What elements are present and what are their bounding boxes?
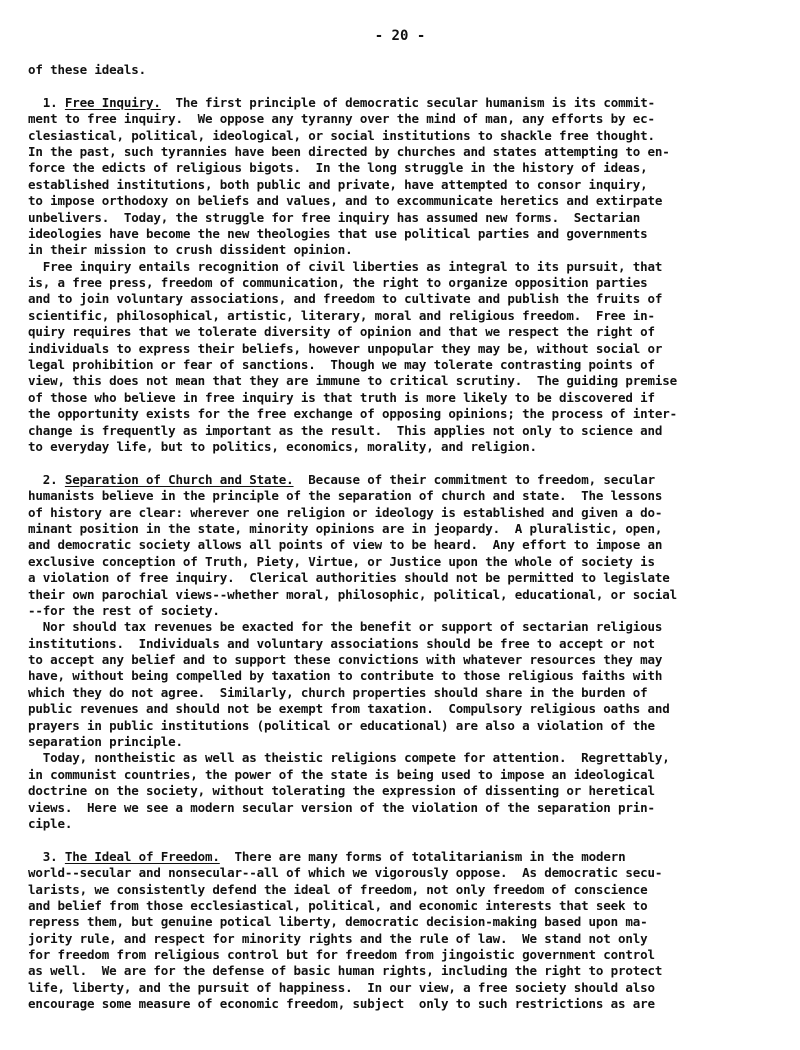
text-line: scientific, philosophical, artistic, literary, moral and religious freedom. Free in- xyxy=(28,307,655,323)
paragraph xyxy=(28,472,677,620)
document-body xyxy=(28,62,677,1013)
heading-line-text: There are many forms of totalitarianism in the modern xyxy=(219,848,626,864)
text-line: ciple. xyxy=(28,815,73,831)
paragraph xyxy=(28,849,677,1013)
text-line: is, a free press, freedom of communication, the right to organize opposition parties xyxy=(28,275,648,291)
text-line: larists, we consistently defend the ideal of freedom, not only freedom of conscience xyxy=(28,881,648,897)
text-line: separation principle. xyxy=(28,734,183,750)
text-line: life, liberty, and the pursuit of happiness. In our view, a free society should also xyxy=(28,979,655,995)
text-line: Today, nontheistic as well as theistic religions compete for attention. Regrettably, xyxy=(28,750,670,766)
text-line: and democratic society allows all points of view to be heard. Any effort to impose an xyxy=(28,537,663,553)
text-line: Free inquiry entails recognition of civil liberties as integral to its pursuit, that xyxy=(28,258,663,274)
text-line: ideologies have become the new theologies that use political parties and governments xyxy=(28,225,648,241)
section-heading-line xyxy=(28,95,677,111)
text-line: jority rule, and respect for minority rights and the rule of law. We stand not only xyxy=(28,930,648,946)
text-line: to impose orthodoxy on beliefs and values, and to excommunicate heretics and extirpate xyxy=(28,193,663,209)
text-line: exclusive conception of Truth, Piety, Virtue, or Justice upon the whole of society is xyxy=(28,553,655,569)
paragraph xyxy=(28,750,677,832)
text-line: view, this does not mean that they are immune to critical scrutiny. The guiding premise xyxy=(28,373,678,389)
text-line: individuals to express their beliefs, however unpopular they may be, without social or xyxy=(28,340,663,356)
text-line: doctrine on the society, without tolerating the expression of dissenting or heretical xyxy=(28,783,655,799)
section-heading-line xyxy=(28,849,677,865)
text-line: prayers in public institutions (political or educational) are also a violation of the xyxy=(28,717,655,733)
section-heading: Free Inquiry. xyxy=(64,94,161,110)
text-line: their own parochial views--whether moral, philosophic, political, educational, or social xyxy=(28,586,678,602)
section-2 xyxy=(28,472,677,833)
text-line: repress them, but genuine potical liberty, democratic decision-making based upon ma- xyxy=(28,914,648,930)
paragraph-gap xyxy=(28,78,677,94)
section-1 xyxy=(28,95,677,456)
text-line: established institutions, both public and private, have attempted to consor inquiry, xyxy=(28,176,648,192)
section-heading: The Ideal of Freedom. xyxy=(64,848,220,864)
intro-line: of these ideals. xyxy=(28,62,147,77)
page-number: - 20 - xyxy=(374,28,426,44)
text-line: of history are clear: wherever one religion or ideology is established and given a do- xyxy=(28,504,663,520)
text-line: ment to free inquiry. We oppose any tyranny over the mind of man, any efforts by ec- xyxy=(28,111,655,127)
text-line: of those who believe in free inquiry is that truth is more likely to be discovered if xyxy=(28,389,655,405)
text-line: for freedom from religious control but for freedom from jingoistic government control xyxy=(28,947,655,963)
section-gap xyxy=(28,832,677,848)
heading-line-text: The first principle of democratic secular humanism is its commit- xyxy=(160,94,655,110)
text-line: which they do not agree. Similarly, church properties should share in the burden of xyxy=(28,684,648,700)
text-line: In the past, such tyrannies have been directed by churches and states attempting to en- xyxy=(28,143,670,159)
text-line: a violation of free inquiry. Clerical authorities should not be permitted to legislate xyxy=(28,570,670,586)
text-line: force the edicts of religious bigots. In the long struggle in the history of ideas, xyxy=(28,160,648,176)
text-line: have, without being compelled by taxation to contribute to those religious faiths with xyxy=(28,668,663,684)
text-line: world--secular and nonsecular--all of which we vigorously oppose. As democratic secu- xyxy=(28,865,663,881)
text-line: to accept any belief and to support these convictions with whatever resources they may xyxy=(28,652,663,668)
text-line: unbelivers. Today, the struggle for free inquiry has assumed new forms. Sectarian xyxy=(28,209,641,225)
section-number: 2. xyxy=(28,471,65,487)
text-line: views. Here we see a modern secular version of the violation of the separation prin- xyxy=(28,799,655,815)
paragraph xyxy=(28,619,677,750)
section-number: 3. xyxy=(28,848,65,864)
text-line: minant position in the state, minority opinions are in jeopardy. A pluralistic, open, xyxy=(28,520,663,536)
text-line: humanists believe in the principle of the separation of church and state. The lessons xyxy=(28,488,663,504)
text-line: quiry requires that we tolerate diversity of opinion and that we respect the right of xyxy=(28,324,655,340)
section-heading-line xyxy=(28,472,677,488)
text-line: change is frequently as important as the result. This applies not only to science and xyxy=(28,422,663,438)
section-heading: Separation of Church and State. xyxy=(64,471,294,487)
text-line: legal prohibition or fear of sanctions. Though we may tolerate contrasting points of xyxy=(28,357,655,373)
text-line: --for the rest of society. xyxy=(28,602,220,618)
text-line: in their mission to crush dissident opinion. xyxy=(28,242,353,258)
section-gap xyxy=(28,455,677,471)
text-line: in communist countries, the power of the state is being used to impose an ideological xyxy=(28,766,655,782)
text-line: clesiastical, political, ideological, or social institutions to shackle free thought. xyxy=(28,127,655,143)
paragraph xyxy=(28,259,677,456)
text-line: as well. We are for the defense of basic human rights, including the right to protect xyxy=(28,963,663,979)
section-number: 1. xyxy=(28,94,65,110)
text-line: to everyday life, but to politics, economics, morality, and religion. xyxy=(28,438,537,454)
text-line: public revenues and should not be exempt from taxation. Compulsory religious oaths and xyxy=(28,701,670,717)
text-line: encourage some measure of economic freedom, subject only to such restrictions as are xyxy=(28,996,655,1012)
text-line: and to join voluntary associations, and freedom to cultivate and publish the fruits of xyxy=(28,291,663,307)
heading-line-text: Because of their commitment to freedom, secular xyxy=(293,471,655,487)
section-3 xyxy=(28,849,677,1013)
text-line: institutions. Individuals and voluntary associations should be free to accept or not xyxy=(28,635,655,651)
text-line: the opportunity exists for the free exchange of opposing opinions; the process of inter- xyxy=(28,406,678,422)
text-line: and belief from those ecclesiastical, political, and economic interests that seek to xyxy=(28,897,648,913)
text-line: Nor should tax revenues be exacted for the benefit or support of sectarian religious xyxy=(28,619,663,635)
paragraph xyxy=(28,95,677,259)
